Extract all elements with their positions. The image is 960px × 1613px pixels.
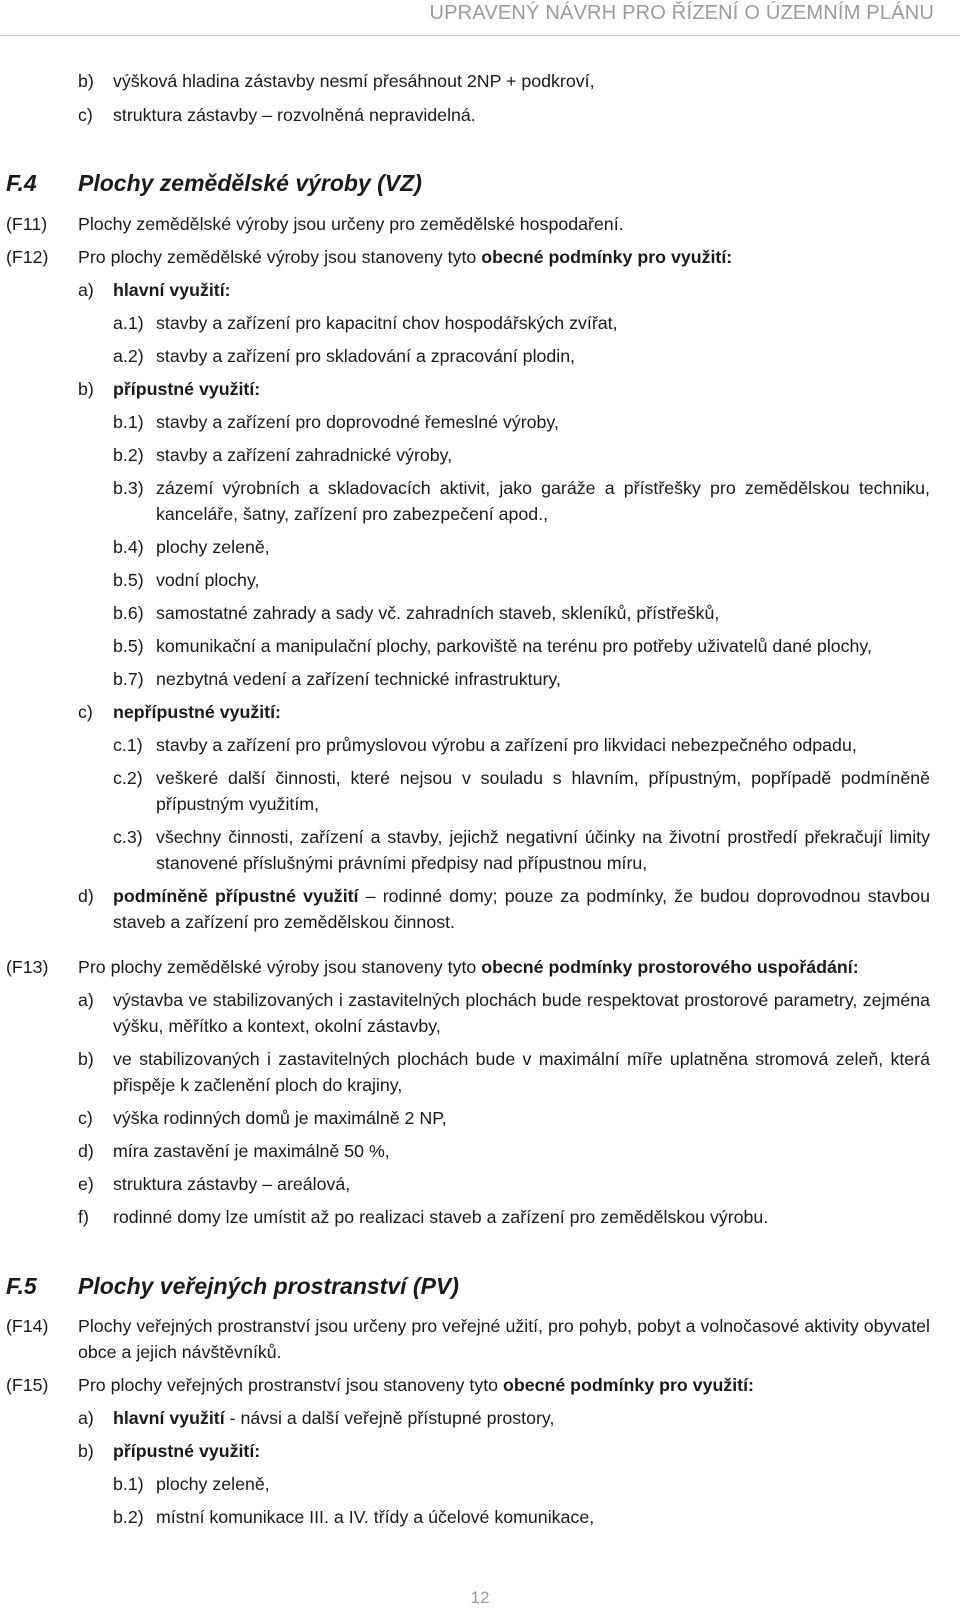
item-text: struktura zástavby – rozvolněná nepravidelná. [113,105,476,125]
paragraph [6,211,930,244]
item-label: c.3) [113,827,143,847]
list-item [6,534,930,567]
paragraph-bold: obecné podmínky pro využití: [481,247,733,267]
list-item [6,1438,930,1471]
item-label: b.1) [113,412,144,432]
item-text: veškeré další činnosti, které nejsou v souladu s hlavním, přípustným, popřípadě podmíněně přípustným využitím, [156,768,930,814]
list-item [6,442,930,475]
list-item [6,732,930,765]
list-item [6,666,930,699]
section-number: F.4 [6,170,37,196]
item-label: c) [78,702,93,722]
item-title: přípustné využití: [113,379,261,399]
paragraph-tag: (F12) [6,247,49,267]
item-title: přípustné využití: [113,1441,261,1461]
paragraph-tag: (F11) [6,214,48,234]
section-heading [6,168,930,211]
paragraph-text: Pro plochy zemědělské výroby jsou stanoveny tyto [78,247,482,267]
list-item [6,277,930,310]
item-label: b.7) [113,669,144,689]
section-number: F.5 [6,1273,37,1299]
item-label: b.3) [113,478,144,498]
paragraph-text: Plochy veřejných prostranství jsou určeny pro veřejné užití, pro pohyb, pobyt a volnočasové aktivity obyvatel obce a jejich návštěvníků. [78,1316,930,1362]
paragraph-text: Pro plochy zemědělské výroby jsou stanoveny tyto [78,957,482,977]
item-label: e) [78,1174,94,1194]
item-text: výška rodinných domů je maximálně 2 NP, [113,1108,447,1128]
list-item [6,765,930,824]
item-text: nezbytná vedení a zařízení technické infrastruktury, [156,669,561,689]
page-number: 12 [470,1588,490,1607]
list-item [6,376,930,409]
list-item [6,409,930,442]
item-text: vodní plochy, [156,570,260,590]
paragraph-tag: (F14) [6,1316,49,1336]
list-item [6,1204,930,1271]
item-label: c) [78,105,93,125]
item-title: podmíněně přípustné využití [113,886,359,906]
list-item [6,343,930,376]
item-label: b.2) [113,1507,144,1527]
item-text: samostatné zahrady a sady vč. zahradních staveb, skleníků, přístřešků, [156,603,720,623]
item-text: stavby a zařízení pro kapacitní chov hospodářských zvířat, [156,313,618,333]
list-item [6,883,930,954]
item-text: zázemí výrobních a skladovacích aktivit, jako garáže a přístřešky pro zemědělskou techniku, kanceláře, šatny, zařízení pro zabezpečení apod., [156,478,930,524]
item-text: místní komunikace III. a IV. třídy a účelové komunikace, [156,1507,595,1527]
paragraph-tag: (F15) [6,1375,49,1395]
list-item [6,310,930,343]
item-text: míra zastavění je maximálně 50 %, [113,1141,390,1161]
paragraph [6,1313,930,1372]
list-item [6,633,930,666]
item-text: - návsi a další veřejně přístupné prostory, [224,1408,555,1428]
section-heading [6,1271,930,1313]
paragraph-text: Pro plochy veřejných prostranství jsou stanoveny tyto [78,1375,503,1395]
list-item [6,1405,930,1438]
section-title: Plochy zemědělské výroby (VZ) [78,170,422,196]
item-label: a) [78,1408,94,1428]
item-label: d) [78,886,94,906]
item-label: b) [78,379,94,399]
item-label: c.2) [113,768,143,788]
item-label: a.1) [113,313,144,333]
paragraph-tag: (F13) [6,957,49,977]
list-item [6,600,930,633]
list-item [6,1138,930,1171]
item-label: a) [78,990,94,1010]
item-label: a.2) [113,346,144,366]
item-label: f) [78,1207,89,1227]
item-text: stavby a zařízení pro skladování a zpracování plodin, [156,346,576,366]
item-label: b.6) [113,603,144,623]
list-item [6,1171,930,1204]
item-label: c) [78,1108,93,1128]
item-text: ve stabilizovaných i zastavitelných plochách bude v maximální míře uplatněna stromová zeleň, která přispěje k začlenění ploch do krajiny, [113,1049,930,1095]
item-label: b.5) [113,570,144,590]
item-label: b.4) [113,537,144,557]
paragraph-bold: obecné podmínky pro využití: [502,1375,754,1395]
header-divider [0,35,960,36]
list-item [6,1471,930,1504]
item-label: a) [78,280,94,300]
list-item [6,68,930,102]
item-text: stavby a zařízení pro průmyslovou výrobu a zařízení pro likvidaci nebezpečného odpadu, [156,735,857,755]
list-item [6,1504,930,1537]
list-item [6,1105,930,1138]
item-title: hlavní využití: [113,280,231,300]
item-text: plochy zeleně, [156,1474,270,1494]
list-item [6,1046,930,1105]
list-item [6,475,930,534]
item-text: stavby a zařízení zahradnické výroby, [156,445,453,465]
item-text: všechny činnosti, zařízení a stavby, jejichž negativní účinky na životní prostředí překračují limity stanovené příslušnými právními předpisy nad přípustnou míru, [156,827,930,873]
paragraph [6,1372,930,1405]
item-text: stavby a zařízení pro doprovodné řemeslné výroby, [156,412,559,432]
list-item [6,987,930,1046]
list-item [6,567,930,600]
item-title: nepřípustné využití: [113,702,281,722]
item-label: b.5) [113,636,144,656]
paragraph-text: Plochy zemědělské výroby jsou určeny pro zemědělské hospodaření. [78,214,624,234]
list-item [6,102,930,168]
paragraph [6,244,930,277]
item-text: komunikační a manipulační plochy, parkoviště na terénu pro potřeby uživatelů dané plochy, [156,636,872,656]
page-header-title: UPRAVENÝ NÁVRH PRO ŘÍZENÍ O ÚZEMNÍM PLÁNU [429,2,934,24]
list-item [6,824,930,883]
document-body [6,68,930,1537]
item-title: hlavní využití [113,1408,225,1428]
section-title: Plochy veřejných prostranství (PV) [78,1273,459,1299]
item-label: c.1) [113,735,143,755]
item-text: rodinné domy lze umístit až po realizaci staveb a zařízení pro zemědělskou výrobu. [113,1207,769,1227]
item-text: výstavba ve stabilizovaných i zastavitelných plochách bude respektovat prostorové parametry, zejména výšku, měřítko a kontext, okolní zástavby, [113,990,930,1036]
item-label: b.1) [113,1474,144,1494]
item-text: – rodinné domy; pouze za podmínky, že budou doprovodnou stavbou staveb a zařízení pro zemědělskou činnost. [113,886,930,932]
item-text: plochy zeleně, [156,537,270,557]
item-text: struktura zástavby – areálová, [113,1174,351,1194]
item-text: výšková hladina zástavby nesmí přesáhnout 2NP + podkroví, [113,71,595,91]
list-item [6,699,930,732]
item-label: b.2) [113,445,144,465]
item-label: b) [78,71,94,91]
paragraph [6,954,930,987]
item-label: b) [78,1441,94,1461]
item-label: b) [78,1049,94,1069]
item-label: d) [78,1141,94,1161]
paragraph-bold: obecné podmínky prostorového uspořádání: [481,957,859,977]
